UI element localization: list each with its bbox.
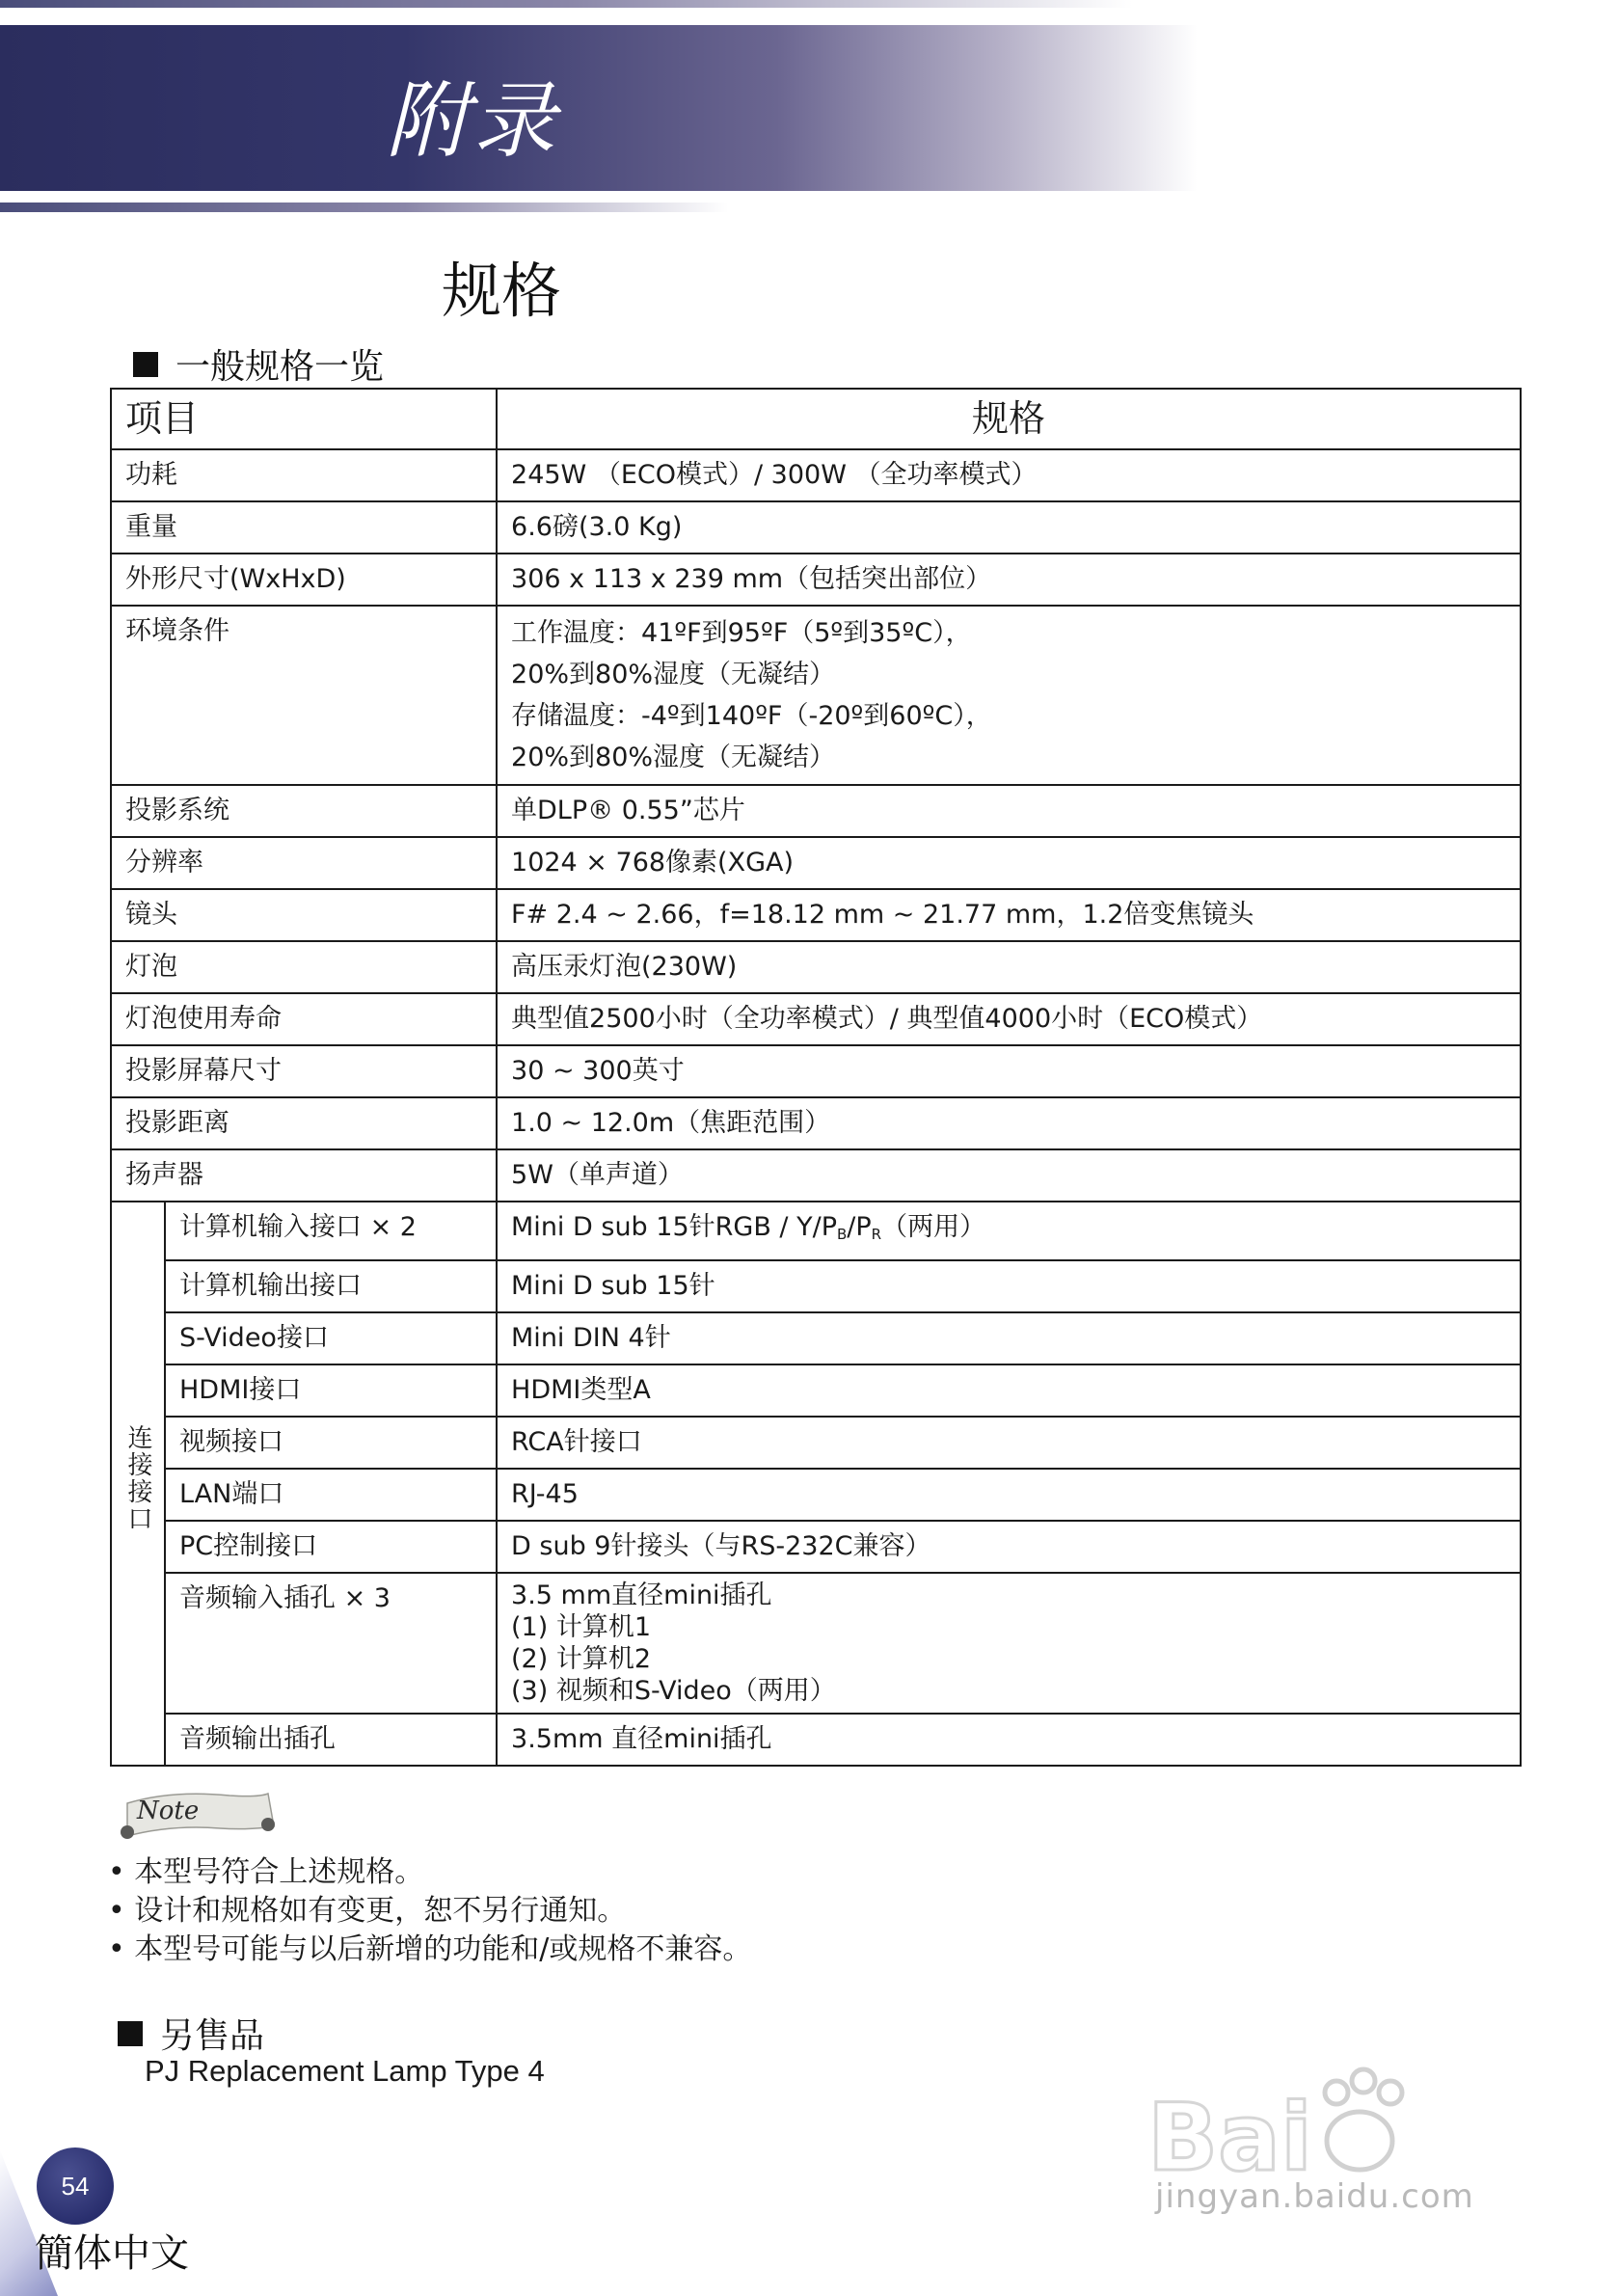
spec-cell: RCA针接口	[497, 1417, 1521, 1469]
spec-cell: 245W （ECO模式）/ 300W （全功率模式）	[497, 449, 1521, 501]
table-row	[111, 1045, 1521, 1097]
spec-cell: 典型值2500小时（全功率模式）/ 典型值4000小时（ECO模式）	[497, 993, 1521, 1045]
square-bullet-icon	[133, 352, 158, 377]
item-cell: 功耗	[111, 449, 497, 501]
spec-line: (2) 计算机2	[511, 1644, 652, 1674]
table-row	[111, 1573, 1521, 1714]
spec-line: 3.5 mm直径mini插孔	[511, 1580, 772, 1610]
spec-cell: 6.6磅(3.0 Kg)	[497, 501, 1521, 554]
spec-table	[110, 388, 1522, 1767]
accessory-item: PJ Replacement Lamp Type 4	[145, 2054, 545, 2088]
baidu-watermark-icon	[1147, 2054, 1552, 2247]
note-list	[108, 1853, 751, 1969]
header-item-cell: 项目	[111, 389, 497, 449]
spec-cell: 306 x 113 x 239 mm（包括突出部位）	[497, 554, 1521, 606]
svg-text:Bai: Bai	[1147, 2084, 1312, 2192]
accessories-heading-label: 另售品	[160, 2015, 265, 2055]
item-cell: LAN端口	[165, 1469, 497, 1521]
item-cell: 投影距离	[111, 1097, 497, 1149]
square-bullet-icon	[118, 2021, 143, 2046]
item-cell: 环境条件	[111, 606, 497, 785]
item-cell: 视频接口	[165, 1417, 497, 1469]
item-cell: 重量	[111, 501, 497, 554]
spec-cell	[497, 606, 1521, 785]
item-cell: 音频输入插孔 × 3	[165, 1573, 497, 1714]
spec-subscript: B	[836, 1226, 848, 1243]
item-cell: 计算机输入接口 × 2	[165, 1202, 497, 1260]
table-row	[111, 889, 1521, 941]
table-row	[111, 941, 1521, 993]
spec-cell: D sub 9针接头（与RS-232C兼容）	[497, 1521, 1521, 1573]
header-spec-cell: 规格	[497, 389, 1521, 449]
spec-cell: Mini DIN 4针	[497, 1312, 1521, 1364]
header-title: 附录	[386, 73, 559, 170]
page-number: 54	[37, 2147, 114, 2225]
spec-cell: RJ-45	[497, 1469, 1521, 1521]
spec-cell	[497, 1573, 1521, 1714]
item-cell: 计算机输出接口	[165, 1260, 497, 1312]
note-item: • 设计和规格如有变更，恕不另行通知。	[108, 1892, 751, 1931]
spec-cell: 5W（单声道）	[497, 1149, 1521, 1202]
table-row	[111, 1260, 1521, 1312]
page-title: 规格	[442, 256, 562, 326]
item-cell: HDMI接口	[165, 1364, 497, 1417]
item-cell: 投影屏幕尺寸	[111, 1045, 497, 1097]
table-row	[111, 449, 1521, 501]
watermark-text: jingyan.baidu.com	[1155, 2177, 1474, 2216]
item-cell: 投影系统	[111, 785, 497, 837]
header-bottom-line	[0, 203, 1618, 212]
language-label: 簡体中文	[35, 2231, 189, 2276]
spec-cell: 高压汞灯泡(230W)	[497, 941, 1521, 993]
item-cell: 镜头	[111, 889, 497, 941]
table-row	[111, 1364, 1521, 1417]
item-cell: 扬声器	[111, 1149, 497, 1202]
item-cell: 音频输出插孔	[165, 1714, 497, 1766]
spec-line: (3) 视频和S-Video（两用）	[511, 1676, 836, 1706]
item-cell: 灯泡	[111, 941, 497, 993]
table-row	[111, 501, 1521, 554]
spec-subscript: R	[871, 1226, 882, 1243]
spec-line: 工作温度：41ºF到95ºF（5º到35ºC），	[511, 618, 972, 648]
general-spec-heading	[133, 339, 384, 389]
table-row	[111, 993, 1521, 1045]
table-row	[111, 1469, 1521, 1521]
spec-cell: 1.0 ~ 12.0m（焦距范围）	[497, 1097, 1521, 1149]
spec-cell: HDMI类型A	[497, 1364, 1521, 1417]
table-row	[111, 1097, 1521, 1149]
table-row	[111, 606, 1521, 785]
spec-cell: F# 2.4 ~ 2.66，f=18.12 mm ~ 21.77 mm，1.2倍变焦镜头	[497, 889, 1521, 941]
table-header-row	[111, 389, 1521, 449]
header-top-line	[0, 0, 1618, 8]
note-item: • 本型号符合上述规格。	[108, 1853, 751, 1892]
spec-cell: Mini D sub 15针	[497, 1260, 1521, 1312]
table-row	[111, 1714, 1521, 1766]
spec-text: （两用）	[881, 1212, 986, 1242]
table-row	[111, 837, 1521, 889]
header-banner	[0, 25, 1618, 191]
connections-group-label	[111, 1202, 165, 1766]
table-row	[111, 1521, 1521, 1573]
table-row	[111, 1202, 1521, 1260]
item-cell: PC控制接口	[165, 1521, 497, 1573]
table-row	[111, 1149, 1521, 1202]
spec-cell: 1024 × 768像素(XGA)	[497, 837, 1521, 889]
spec-cell: 30 ~ 300英寸	[497, 1045, 1521, 1097]
table-row	[111, 1312, 1521, 1364]
spec-cell: 单DLP® 0.55”芯片	[497, 785, 1521, 837]
connections-group-text: 连接接口	[123, 1423, 152, 1532]
item-cell: 外形尺寸(WxHxD)	[111, 554, 497, 606]
note-badge-text: Note	[137, 1796, 200, 1825]
spec-line: 20%到80%湿度（无凝结）	[511, 660, 836, 689]
item-cell: 分辨率	[111, 837, 497, 889]
item-cell: 灯泡使用寿命	[111, 993, 497, 1045]
note-badge-icon	[114, 1786, 278, 1846]
note-item: • 本型号可能与以后新增的功能和/或规格不兼容。	[108, 1931, 751, 1969]
spec-line: (1) 计算机1	[511, 1612, 652, 1642]
general-spec-heading-label: 一般规格一览	[175, 346, 385, 386]
table-row	[111, 785, 1521, 837]
item-cell: S-Video接口	[165, 1312, 497, 1364]
table-row	[111, 1417, 1521, 1469]
table-row	[111, 554, 1521, 606]
accessories-heading	[118, 2009, 264, 2058]
spec-line: 20%到80%湿度（无凝结）	[511, 743, 836, 772]
spec-cell: 3.5mm 直径mini插孔	[497, 1714, 1521, 1766]
spec-line: 存储温度：-4º到140ºF（-20º到60ºC），	[511, 701, 992, 731]
spec-cell	[497, 1202, 1521, 1260]
spec-text: /P	[847, 1212, 872, 1242]
spec-text: Mini D sub 15针RGB / Y/P	[511, 1212, 837, 1242]
